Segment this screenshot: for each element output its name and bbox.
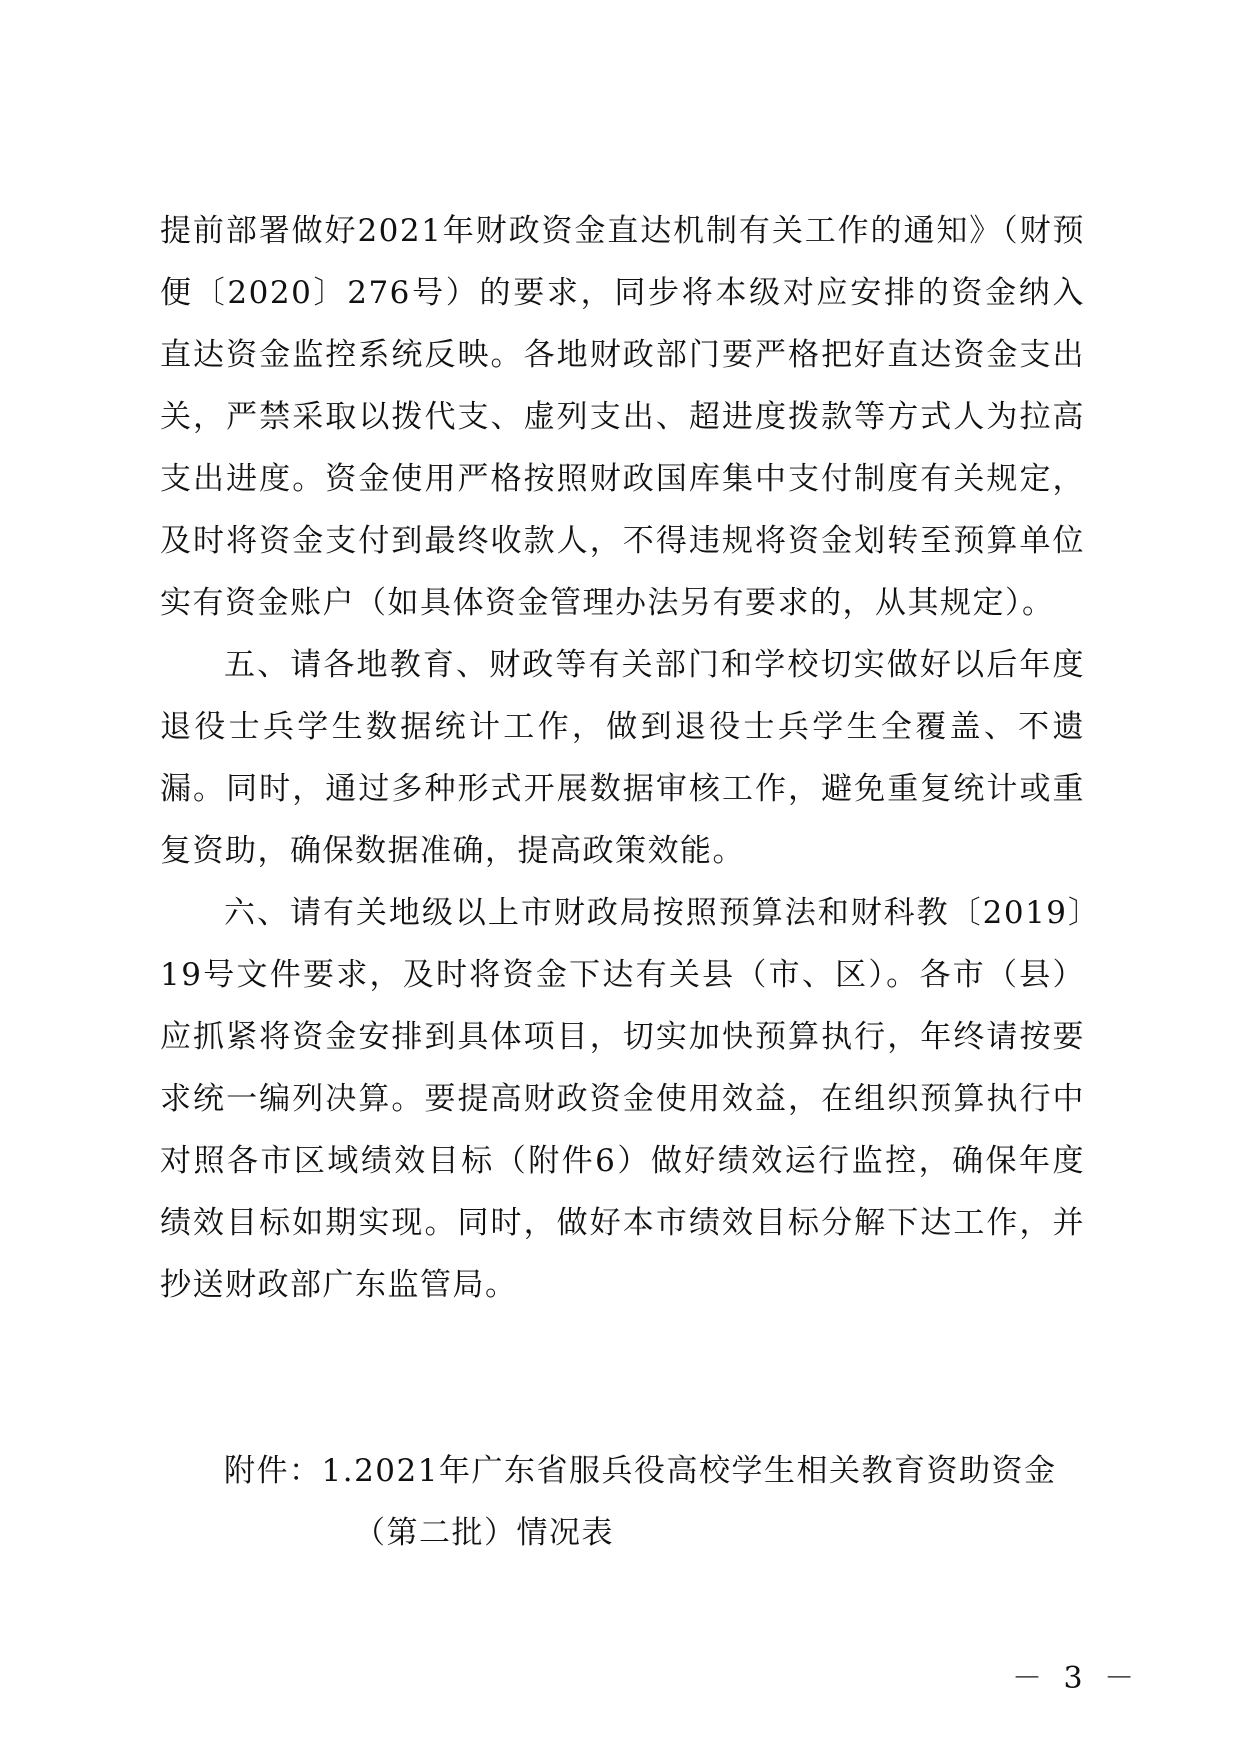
attachment-list [224,1440,1084,1564]
page-number: － 3 － [1012,1661,1141,1696]
paragraph-item-6: 六、请有关地级以上市财政局按照预算法和财科教〔2019〕19号文件要求，及时将资金下达有关县（市、区）。各市（县）应抓紧将资金安排到具体项目，切实加快预算执行，年终请按要求统一编列决算。要提高财政资金使用效益，在组织预算执行中对照各市区域绩效目标（附件6）做好绩效运行监控，确保年度绩效目标如期实现。同时，做好本市绩效目标分解下达工作，并抄送财政部广东监管局。 [160,895,1085,1303]
attachment-item-1-continuation: （第二批）情况表 [354,1515,614,1551]
document-body [160,200,1085,1316]
paragraph-continuation: 提前部署做好2021年财政资金直达机制有关工作的通知》（财预便〔2020〕276号）的要求，同步将本级对应安排的资金纳入直达资金监控系统反映。各地财政部门要严格把好直达资金支出关，严禁采取以拨代支、虚列支出、超进度拨款等方式人为拉高支出进度。资金使用严格按照财政国库集中支付制度有关规定，及时将资金支付到最终收款人，不得违规将资金划转至预算单位实有资金账户（如具体资金管理办法另有要求的，从其规定）。 [160,213,1085,621]
attachment-item-1: 附件：1.2021年广东省服兵役高校学生相关教育资助资金 [224,1453,1057,1489]
paragraph-item-5: 五、请各地教育、财政等有关部门和学校切实做好以后年度退役士兵学生数据统计工作，做到退役士兵学生全覆盖、不遗漏。同时，通过多种形式开展数据审核工作，避免重复统计或重复资助，确保数据准确，提高政策效能。 [160,647,1085,869]
